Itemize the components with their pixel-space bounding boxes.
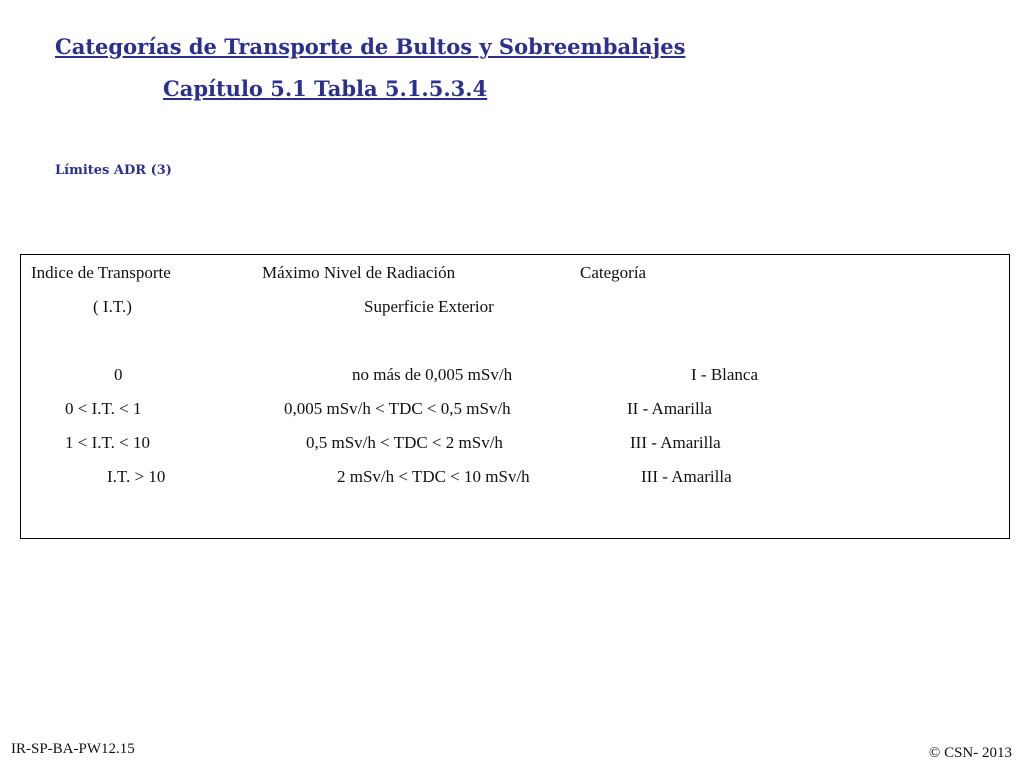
header-it-abbrev: ( I.T.) xyxy=(93,297,132,316)
row-3-category: III - Amarilla xyxy=(630,433,721,452)
limits-label: Límites ADR (3) xyxy=(55,163,172,178)
header-category: Categoría xyxy=(580,263,647,282)
row-4-radiation-level: 2 mSv/h < TDC < 10 mSv/h xyxy=(337,467,530,486)
row-4-category: III - Amarilla xyxy=(641,467,732,486)
header-outer-surface: Superficie Exterior xyxy=(364,297,494,316)
page-title: Categorías de Transporte de Bultos y Sobreembalajes xyxy=(55,34,686,59)
page-subtitle-reference: Capítulo 5.1 Tabla 5.1.5.3.4 xyxy=(163,76,488,101)
row-2-category: II - Amarilla xyxy=(627,399,712,418)
row-2-radiation-level: 0,005 mSv/h < TDC < 0,5 mSv/h xyxy=(284,399,511,418)
row-4-transport-index: I.T. > 10 xyxy=(107,467,166,486)
row-1-radiation-level: no más de 0,005 mSv/h xyxy=(352,365,513,384)
document-code: IR-SP-BA-PW12.15 xyxy=(11,741,135,757)
row-1-transport-index: 0 xyxy=(114,365,123,384)
row-3-transport-index: 1 < I.T. < 10 xyxy=(65,433,150,452)
row-2-transport-index: 0 < I.T. < 1 xyxy=(65,399,142,418)
header-transport-index: Indice de Transporte xyxy=(31,263,171,282)
copyright-notice: © CSN- 2013 xyxy=(928,745,1012,761)
row-1-category: I - Blanca xyxy=(691,365,759,384)
row-3-radiation-level: 0,5 mSv/h < TDC < 2 mSv/h xyxy=(306,433,503,452)
header-max-radiation: Máximo Nivel de Radiación xyxy=(262,263,456,282)
transport-category-table xyxy=(20,254,1010,539)
